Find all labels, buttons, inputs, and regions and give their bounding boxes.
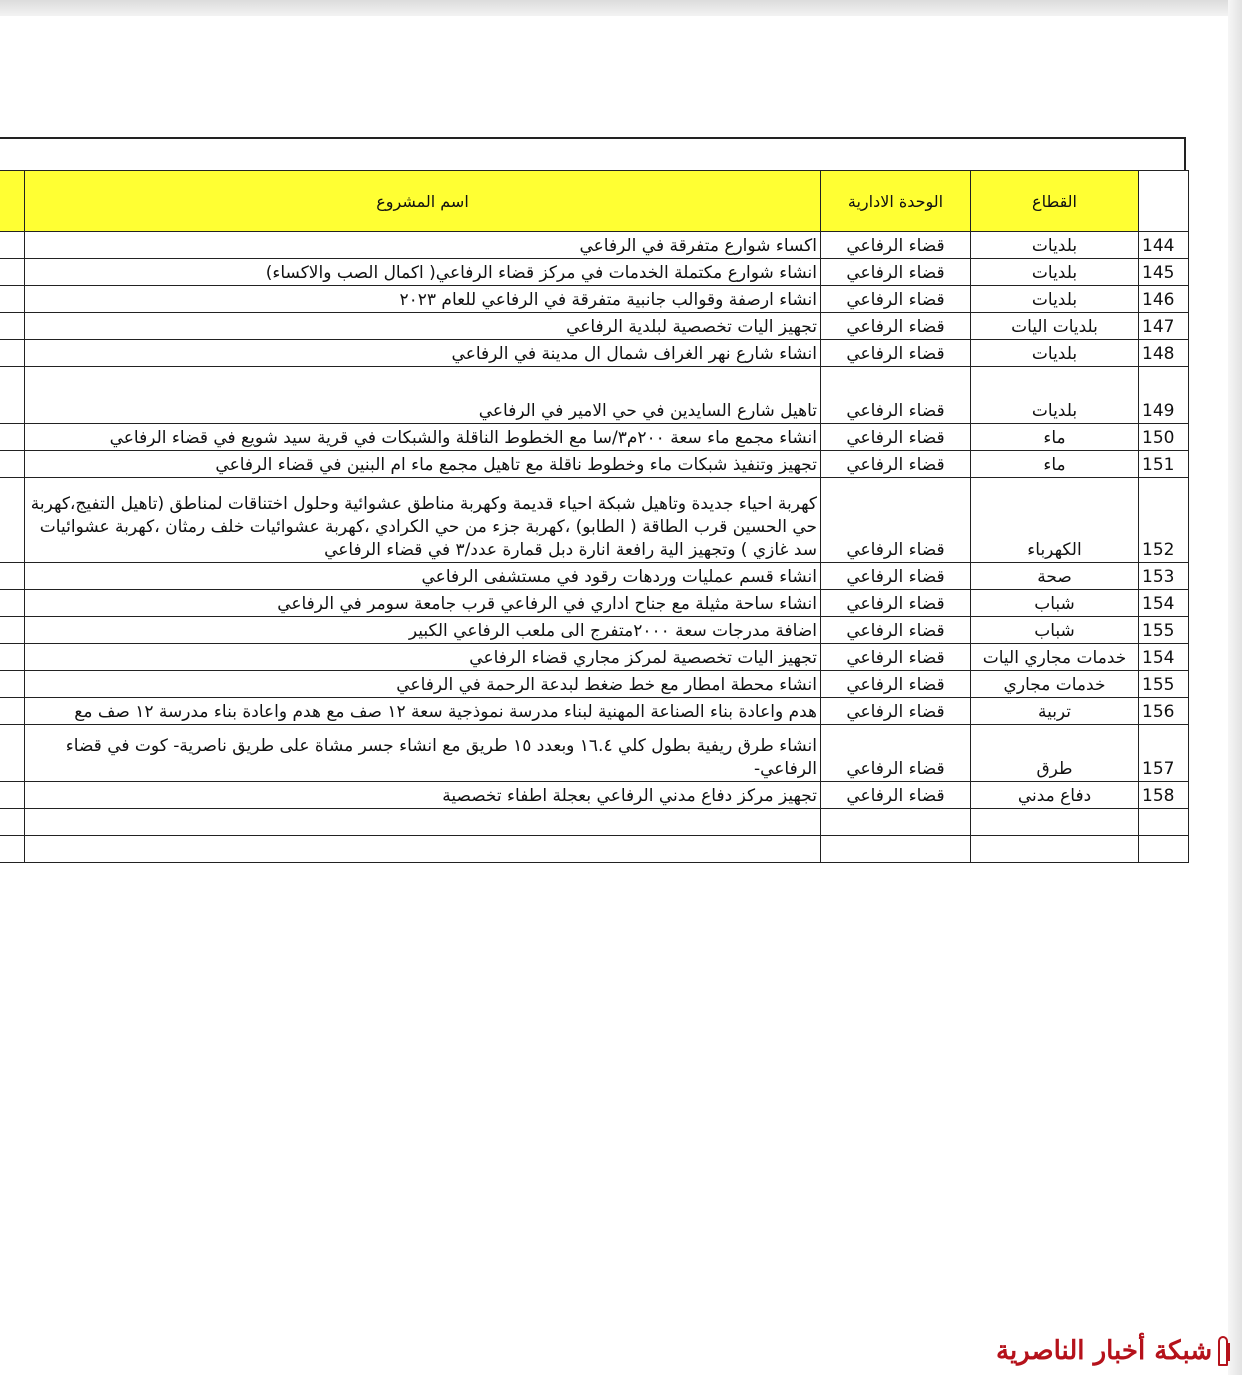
project-name-cell: انشاء شارع نهر الغراف شمال ال مدينة في الرفاعي [25,340,821,367]
table-row [0,313,1189,340]
admin-unit-cell: قضاء الرفاعي [821,782,971,809]
sector-cell: تربية [971,698,1139,725]
project-name-cell: انشاء قسم عمليات وردهات رقود في مستشفى الرفاعي [25,563,821,590]
table-row [0,590,1189,617]
row-number-cell: 147 [1139,313,1189,340]
sector-cell: شباب [971,590,1139,617]
row-number-cell: 151 [1139,451,1189,478]
row-edge-cell [0,563,25,590]
row-edge-cell [0,259,25,286]
row-number-cell: 157 [1139,725,1189,782]
sector-cell: شباب [971,617,1139,644]
table-row [0,367,1189,424]
sector-cell: ماء [971,451,1139,478]
header-number [1139,171,1189,232]
row-edge-cell [0,286,25,313]
admin-unit-cell: قضاء الرفاعي [821,725,971,782]
admin-unit-cell: قضاء الرفاعي [821,451,971,478]
table-header-row [0,171,1189,232]
project-name-cell: هدم واعادة بناء الصناعة المهنية لبناء مدرسة نموذجية سعة ١٢ صف مع هدم واعادة بناء مدرسة ١٢ صف مع [25,698,821,725]
projects-table [0,170,1189,863]
empty-cell [0,809,25,836]
row-edge-cell [0,590,25,617]
header-edge-cell [0,171,25,232]
row-edge-cell [0,725,25,782]
empty-cell [971,809,1139,836]
sector-cell: بلديات [971,340,1139,367]
table-row [0,340,1189,367]
row-number-cell: 155 [1139,617,1189,644]
admin-unit-cell: قضاء الرفاعي [821,478,971,563]
sector-cell: خدمات مجاري اليات [971,644,1139,671]
empty-cell [971,836,1139,863]
sector-cell: دفاع مدني [971,782,1139,809]
row-number-cell: 155 [1139,671,1189,698]
empty-cell [0,836,25,863]
admin-unit-cell: قضاء الرفاعي [821,424,971,451]
empty-cell [1139,809,1189,836]
row-edge-cell [0,451,25,478]
empty-cell [821,809,971,836]
table-row [0,478,1189,563]
table-row [0,671,1189,698]
sector-cell: بلديات [971,286,1139,313]
scan-top-strip [0,0,1242,16]
row-edge-cell [0,617,25,644]
row-number-cell: 152 [1139,478,1189,563]
table-row [0,617,1189,644]
project-name-cell: تاهيل شارع السايدين في حي الامير في الرفاعي [25,367,821,424]
project-name-cell: كهربة احياء جديدة وتاهيل شبكة احياء قديمة وكهربة مناطق عشوائية وحلول اختناقات لمناطق (تاهيل التفيج،كهربة حي الحسين قرب الطاقة ( الطابو) ،كهربة جزء من حي الكرادي ،كهربة عشوائيات خلف رمثان ،كهربة عشوائيات سد غازي ) وتجهيز الية رافعة انارة دبل قمارة عدد/٣ في قضاء الرفاعي [25,478,821,563]
admin-unit-cell: قضاء الرفاعي [821,313,971,340]
row-edge-cell [0,313,25,340]
project-name-cell: انشاء مجمع ماء سعة ٢٠٠م٣/سا مع الخطوط الناقلة والشبكات في قرية سيد شويع في قضاء الرفاعي [25,424,821,451]
admin-unit-cell: قضاء الرفاعي [821,671,971,698]
table-row [0,286,1189,313]
admin-unit-cell: قضاء الرفاعي [821,590,971,617]
project-name-cell: انشاء محطة امطار مع خط ضغط لبدعة الرحمة في الرفاعي [25,671,821,698]
project-name-cell: اضافة مدرجات سعة ٢٠٠٠متفرج الى ملعب الرفاعي الكبير [25,617,821,644]
row-edge-cell [0,232,25,259]
project-name-cell: تجهيز مركز دفاع مدني الرفاعي بعجلة اطفاء تخصصية [25,782,821,809]
row-edge-cell [0,478,25,563]
sector-cell: بلديات [971,259,1139,286]
row-edge-cell [0,671,25,698]
sector-cell: بلديات [971,232,1139,259]
sector-cell: الكهرباء [971,478,1139,563]
minaret-logo-icon [1218,1336,1228,1366]
row-number-cell: 153 [1139,563,1189,590]
project-name-cell: تجهيز وتنفيذ شبكات ماء وخطوط ناقلة مع تاهيل مجمع ماء ام البنين في قضاء الرفاعي [25,451,821,478]
admin-unit-cell: قضاء الرفاعي [821,698,971,725]
empty-cell [25,836,821,863]
row-edge-cell [0,367,25,424]
project-name-cell: انشاء شوارع مكتملة الخدمات في مركز قضاء الرفاعي( اكمال الصب والاكساء) [25,259,821,286]
table-row [0,725,1189,782]
row-edge-cell [0,782,25,809]
admin-unit-cell: قضاء الرفاعي [821,340,971,367]
header-sector: القطاع [971,171,1139,232]
row-edge-cell [0,340,25,367]
admin-unit-cell: قضاء الرفاعي [821,617,971,644]
sector-cell: صحة [971,563,1139,590]
header-project-name: اسم المشروع [25,171,821,232]
watermark-text: شبكة أخبار الناصرية [996,1336,1213,1366]
table-row [0,782,1189,809]
admin-unit-cell: قضاء الرفاعي [821,367,971,424]
sector-cell: بلديات [971,367,1139,424]
project-name-cell: انشاء طرق ريفية بطول كلي ١٦.٤ وبعدد ١٥ طريق مع انشاء جسر مشاة على طريق ناصرية- كوت في قضاء الرفاعي- [25,725,821,782]
admin-unit-cell: قضاء الرفاعي [821,644,971,671]
project-name-cell: انشاء ارصفة وقوالب جانبية متفرقة في الرفاعي للعام ٢٠٢٣ [25,286,821,313]
sector-cell: ماء [971,424,1139,451]
row-number-cell: 145 [1139,259,1189,286]
project-name-cell: اكساء شوارع متفرقة في الرفاعي [25,232,821,259]
sector-cell: خدمات مجاري [971,671,1139,698]
row-number-cell: 149 [1139,367,1189,424]
row-number-cell: 150 [1139,424,1189,451]
row-number-cell: 144 [1139,232,1189,259]
sector-cell: بلديات اليات [971,313,1139,340]
table-row [0,644,1189,671]
project-name-cell: انشاء ساحة مثيلة مع جناح اداري في الرفاعي قرب جامعة سومر في الرفاعي [25,590,821,617]
header-admin-unit: الوحدة الادارية [821,171,971,232]
row-number-cell: 158 [1139,782,1189,809]
row-number-cell: 146 [1139,286,1189,313]
empty-cell [25,809,821,836]
admin-unit-cell: قضاء الرفاعي [821,563,971,590]
row-number-cell: 154 [1139,644,1189,671]
empty-row [0,836,1189,863]
row-edge-cell [0,644,25,671]
project-name-cell: تجهيز اليات تخصصية لبلدية الرفاعي [25,313,821,340]
table-row [0,424,1189,451]
empty-row [0,809,1189,836]
table-row [0,259,1189,286]
sector-cell: طرق [971,725,1139,782]
admin-unit-cell: قضاء الرفاعي [821,232,971,259]
project-name-cell: تجهيز اليات تخصصية لمركز مجاري قضاء الرفاعي [25,644,821,671]
admin-unit-cell: قضاء الرفاعي [821,286,971,313]
empty-cell [1139,836,1189,863]
row-edge-cell [0,424,25,451]
row-number-cell: 156 [1139,698,1189,725]
table-row [0,451,1189,478]
admin-unit-cell: قضاء الرفاعي [821,259,971,286]
empty-cell [821,836,971,863]
row-edge-cell [0,698,25,725]
table-row [0,698,1189,725]
sheet-title-frame [0,137,1186,171]
row-number-cell: 154 [1139,590,1189,617]
scan-right-edge [1228,0,1242,1375]
row-number-cell: 148 [1139,340,1189,367]
table-row [0,563,1189,590]
table-row [0,232,1189,259]
watermark-logo [996,1333,1228,1369]
